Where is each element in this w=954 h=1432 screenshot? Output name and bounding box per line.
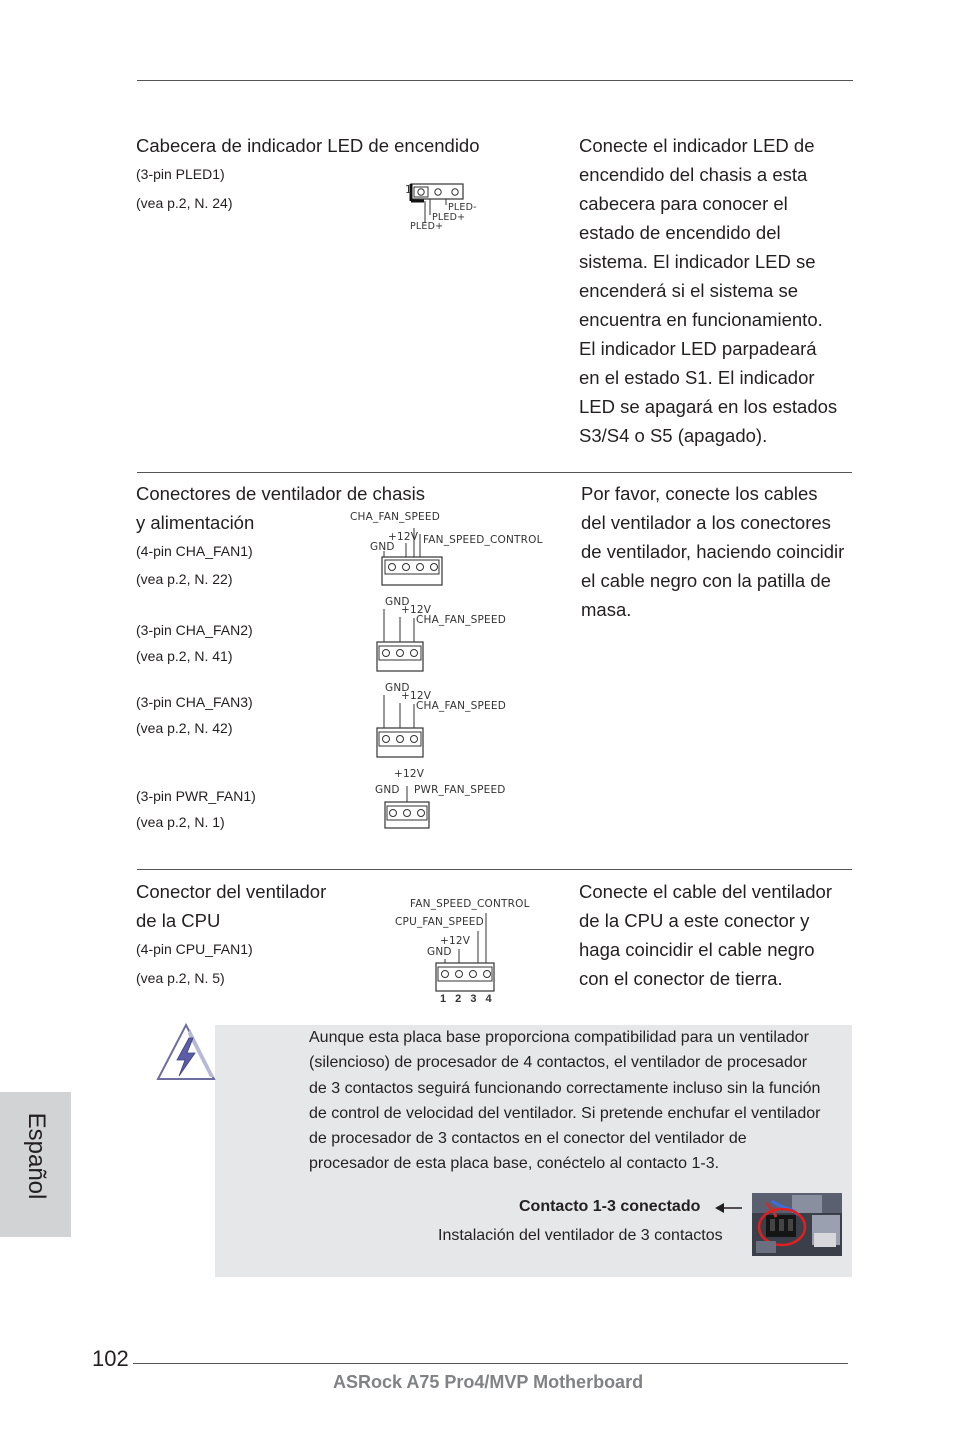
- pled-desc-line: S3/S4 o S5 (apagado).: [579, 425, 768, 446]
- cpu-description: [579, 877, 859, 993]
- note-line: de 3 contactos seguirá funcionando correctamente incluso sin la función: [309, 1079, 821, 1097]
- cha-fan1-gnd-label: GND: [370, 541, 395, 553]
- section-divider: [137, 869, 852, 870]
- cha-fan2-pin-label: (3-pin CHA_FAN2): [136, 622, 253, 638]
- cha-fan2-12v-label: +12V: [401, 604, 432, 616]
- pled-desc-line: estado de encendido del: [579, 222, 781, 243]
- pled-page-ref: (vea p.2, N. 24): [136, 195, 233, 211]
- pwr-fan-page-ref: (vea p.2, N. 1): [136, 814, 225, 830]
- note-text: [309, 1025, 854, 1177]
- footer-product: ASRock A75 Pro4/MVP Motherboard: [333, 1372, 644, 1392]
- pled-desc-line: Conecte el indicador LED de: [579, 135, 815, 156]
- cpu-fan-pin-label: (4-pin CPU_FAN1): [136, 941, 253, 957]
- chassis-desc-line: masa.: [581, 599, 632, 620]
- pled-plus-inner-label: PLED+: [432, 212, 466, 223]
- pwr-fan-speed-label: PWR_FAN_SPEED: [414, 784, 506, 796]
- cpu-fan-speed-label: CPU_FAN_SPEED: [395, 916, 484, 928]
- section-divider: [137, 472, 852, 473]
- fan-connector-photo: [752, 1193, 842, 1256]
- cha-fan2-page-ref: (vea p.2, N. 41): [136, 648, 233, 664]
- pled-desc-line: El indicador LED parpadeará: [579, 338, 817, 359]
- pled-pin-label: (3-pin PLED1): [136, 166, 225, 182]
- cha-fan2-speed-label: CHA_FAN_SPEED: [416, 614, 506, 626]
- chassis-desc-line: del ventilador a los conectores: [581, 512, 831, 533]
- cha-fan2-gnd-label: GND: [385, 596, 410, 608]
- cpu-desc-line: Conecte el cable del ventilador: [579, 881, 832, 902]
- note-line: de procesador de 3 contactos en el conector del ventilador de: [309, 1130, 747, 1148]
- chassis-title-line2: y alimentación: [136, 512, 255, 533]
- cha-fan1-12v-label: +12V: [388, 531, 419, 543]
- cpu-fan-pin-numbers: 1 2 3 4: [440, 993, 495, 1005]
- pled-title: Cabecera de indicador LED de encendido: [136, 135, 480, 156]
- cha-fan3-page-ref: (vea p.2, N. 42): [136, 720, 233, 736]
- cha-fan3-pin-label: (3-pin CHA_FAN3): [136, 694, 253, 710]
- cpu-fan-12v-label: +12V: [440, 935, 471, 947]
- language-tab-label: Español: [23, 1112, 50, 1200]
- chassis-desc-line: el cable negro con la patilla de: [581, 570, 831, 591]
- pwr-fan-12v-label: +12V: [394, 768, 425, 780]
- chassis-desc-line: Por favor, conecte los cables: [581, 483, 818, 504]
- contact-label: Contacto 1-3 conectado: [519, 1198, 701, 1215]
- cha-fan3-gnd-label: GND: [385, 682, 410, 694]
- cpu-fan-control-label: FAN_SPEED_CONTROL: [410, 898, 530, 910]
- pled-desc-line: encuentra en funcionamiento.: [579, 309, 823, 330]
- pled-minus-label: PLED-: [448, 202, 477, 213]
- pled-desc-line: sistema. El indicador LED se: [579, 251, 816, 272]
- pled-desc-line: en el estado S1. El indicador: [579, 367, 815, 388]
- cha-fan1-speed-label: CHA_FAN_SPEED: [350, 511, 440, 523]
- cha-fan3-12v-label: +12V: [401, 690, 432, 702]
- chassis-title-line1: Conectores de ventilador de chasis: [136, 483, 425, 504]
- cha-fan1-control-label: FAN_SPEED_CONTROL: [423, 534, 543, 546]
- note-line: (silencioso) de procesador de 4 contactos, el ventilador de procesador: [309, 1054, 808, 1072]
- arrow-left-icon: [715, 1201, 743, 1215]
- chassis-description: [581, 479, 861, 624]
- cpu-desc-line: de la CPU a este conector y: [579, 910, 810, 931]
- note-line: de control de velocidad del ventilador. Si pretende enchufar el ventilador: [309, 1104, 821, 1122]
- cha-fan3-speed-label: CHA_FAN_SPEED: [416, 700, 506, 712]
- install-label: Instalación del ventilador de 3 contactos: [438, 1227, 723, 1244]
- pled-desc-line: LED se apagará en los estados: [579, 396, 838, 417]
- pled-desc-line: cabecera para conocer el: [579, 193, 788, 214]
- cpu-title-line2: de la CPU: [136, 910, 221, 931]
- pwr-fan-pin-label: (3-pin PWR_FAN1): [136, 788, 256, 804]
- cpu-desc-line: con el conector de tierra.: [579, 968, 783, 989]
- pled-pin-one: 1: [405, 184, 412, 196]
- cha-fan1-pin-label: (4-pin CHA_FAN1): [136, 543, 253, 559]
- footer-rule: [133, 1363, 848, 1364]
- pled-desc-line: encendido del chasis a esta: [579, 164, 808, 185]
- pled-desc-line: encenderá si el sistema se: [579, 280, 799, 301]
- pwr-fan-gnd-label: GND: [375, 784, 400, 796]
- warning-lightning-icon: [155, 1022, 217, 1082]
- cha-fan1-page-ref: (vea p.2, N. 22): [136, 571, 233, 587]
- cpu-fan-gnd-label: GND: [427, 946, 452, 958]
- note-line: Aunque esta placa base proporciona compatibilidad para un ventilador: [309, 1029, 809, 1046]
- cpu-desc-line: haga coincidir el cable negro: [579, 939, 815, 960]
- chassis-desc-line: de ventilador, haciendo coincidir: [581, 541, 845, 562]
- pled-plus-outer-label: PLED+: [410, 221, 444, 232]
- cpu-title-line1: Conector del ventilador: [136, 881, 327, 902]
- page-number: 102: [92, 1346, 129, 1371]
- top-rule: [137, 80, 853, 81]
- cpu-fan-page-ref: (vea p.2, N. 5): [136, 970, 225, 986]
- pled-description: [579, 131, 859, 450]
- note-line: procesador de esta placa base, conéctelo al contacto 1-3.: [309, 1155, 720, 1173]
